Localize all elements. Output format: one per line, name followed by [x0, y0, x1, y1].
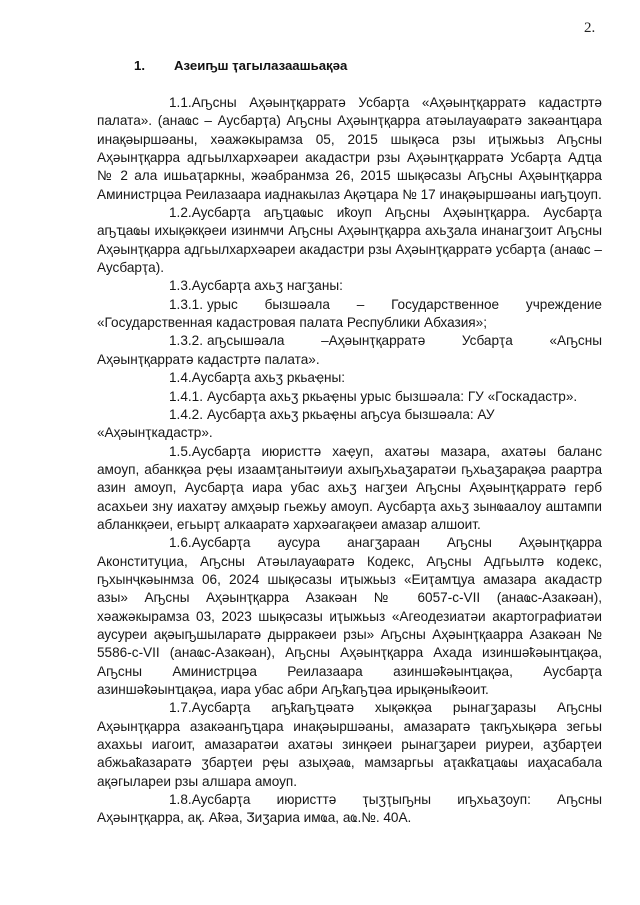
section-heading — [134, 58, 347, 73]
paragraph-number: 1.3.2. — [169, 333, 204, 349]
paragraph-text: Аусбарҭа аҧҟаҧҵәатә хықәкқәа рынагӡаразы Аҧсны Аҳәынҭқарра азакәанҧҵара инақәыршәаны, амазаратә ҭакҧхықәра зегьы ахахьы иагоит, амазаратәи ахатәы зинқәеи рынагӡареи риуреи, аӡбарҭеи абжьаҟазаратә ӡбарҭеи рҿы азыҳәаҩ, мамзаргьы аҭакҟаҵаҩы иаҳасабала ақәгылареи рзы алшара амоуп. — [97, 700, 602, 789]
paragraph-text: Аусбарҭа ахьӡ нагӡаны: — [191, 278, 343, 294]
paragraph-1-8 — [97, 791, 602, 828]
paragraph-number: 1.3. — [169, 278, 192, 294]
paragraph-number: 1.6. — [169, 535, 192, 551]
paragraph-number: 1.1. — [169, 95, 192, 110]
paragraph-1-7 — [97, 699, 602, 791]
paragraph-1-4-1 — [97, 388, 602, 406]
paragraph-number: 1.4.2. — [169, 406, 204, 422]
section-number: 1. — [134, 58, 145, 73]
paragraph-number: 1.5. — [169, 443, 192, 459]
document-body — [97, 94, 602, 828]
paragraph-text: Аусбарҭа июристтә ҭыӡҭыҧны иҧхьаӡоуп: Аҧсны Аҳәынҭқарра, ақ. Аҟәа, Ӡиӡариа имҩа, аҩ.№. 40А. — [97, 792, 602, 826]
paragraph-text: Аусбарҭа ахьӡ ркьаҿны аҧсуа бызшәала: АУ «Аҳәынҭкадастр». — [97, 406, 495, 441]
section-title: Азеиҧш ҭагылазаашьақәа — [174, 58, 348, 73]
paragraph-text: Аусбарҭа ахьӡ ркьаҿны урыс бызшәала: ГУ «Госкадастр». — [207, 388, 578, 404]
paragraph-1-5 — [97, 443, 602, 535]
paragraph-text: урыс бызшәала – Государственное учреждение «Государственная кадастровая палата Республики Абхазия»; — [97, 296, 602, 331]
paragraph-number: 1.4.1. — [169, 388, 204, 404]
paragraph-number: 1.7. — [169, 700, 192, 716]
paragraph-1-4 — [97, 369, 602, 387]
paragraph-1-1 — [97, 94, 602, 204]
paragraph-number: 1.8. — [169, 792, 192, 808]
paragraph-1-4-2 — [97, 406, 602, 443]
paragraph-1-6 — [97, 534, 602, 699]
paragraph-text: аҧсышәала –Аҳәынҭқарратә Усбарҭа «Аҧсны Аҳәынҭқарратә кадастртә палата». — [97, 333, 602, 367]
paragraph-1-3 — [97, 277, 602, 295]
paragraph-1-3-2 — [97, 332, 602, 369]
paragraph-text: Аусбарҭа ахьӡ ркьаҿны: — [191, 370, 346, 386]
paragraph-number: 1.2. — [169, 205, 192, 221]
paragraph-text: Аусбарҭа аҧҵаҩыс иҟоуп Аҧсны Аҳәынҭқарра. Аусбарҭа аҧҵаҩы ихықәкқәеи изинмчи Аҧсны Аҳәынҭқарра ахьӡала инанагӡоит Аҧсны Аҳәынҭқарра адгьылхархәареи акадастри рзы Аҳәынҭқарратә усбарҭа (анаҩс – Аусбарҭа). — [97, 205, 602, 276]
paragraph-number: 1.3.1. — [169, 296, 204, 312]
page-number: 2. — [584, 20, 596, 36]
paragraph-1-2 — [97, 204, 602, 277]
paragraph-1-3-1 — [97, 296, 602, 333]
paragraph-text: Аҧсны Аҳәынҭқарратә Усбарҭа «Аҳәынҭқарратә кадастртә палата». (анаҩс – Аусбарҭа) Аҧсны Аҳәынҭқарра атәылауаҩратә закәанҵара инақәыршәаны, хәажәкырамза 05, 2015 шықәса рзы иҭыжьыз Аҧсны Аҳәынҭқарра адгьылхархәареи акадастри рзы Аҳәынҭқарратә Усбарҭа Адҵа № 2 ала ишьаҭаркны, жәабранмза 26, 2015 шықәсазы Аҧсны Аҳәынҭқарра Аминистрцәа Реилазаара иаднакылаз Ақәҵара № 17 инақәыршәаны иаҧҵоуп. — [97, 95, 602, 202]
paragraph-text: Аусбарҭа аусура анагӡараан Аҧсны Аҳәынҭқарра Аконституциа, Аҧсны Атәылауаҩратә Кодекс, Аҧсны Адгьылтә кодекс, ҧхынҷкәынмза 06, 2024 шықәсазы иҭыжьыз «Еиҭамҵуа амазара акадастр азы» Аҧсны Аҳәынҭқарра Азакәан № 6057-с-VII (анаҩс-Азакәан), хәажәкырамза 03, 2023 шықәсазы иҭыжьыз «Агеодезиатәи акартографиатәи аусуреи ақәыҧшыларатә дырракәеи рзы» Аҧсны Аҳәынҭқаарра Азакәан № 5586-с-VII (анаҩс-Азакәан), Аҧсны Аҳәынҭқарра Ахада изиншәҟәынҵақәа, Аҧсны Аминистрцәа Реилазаара азиншәҟәынҵақәа, Аусбарҭа азиншәҟәынҵақәа, иара убас абри Аҧҟаҧҵәа ирықәныҟәоит. — [97, 535, 602, 697]
paragraph-number: 1.4. — [169, 370, 192, 386]
paragraph-text: Аусбарҭа июристтә хаҿуп, ахатәы мазара, ахатәы баланс амоуп, абанкқәа рҿы изаамҭанытәиуи ахыҧхьаӡаратәи ҧхьаӡарақәа раартра азин амоуп, Аусбарҭа иара убас ахьӡ нагӡеи Аҧсны Аҳәынҭқарратә герб асахьеи зну иахатәу амҳәыр гьежьу амоуп. Аусбарҭа ахьӡ зынҩаалоу аштампи абланкқәеи, егьырҭ алкааратә хархәагақәеи амазар алшоит. — [97, 443, 602, 532]
